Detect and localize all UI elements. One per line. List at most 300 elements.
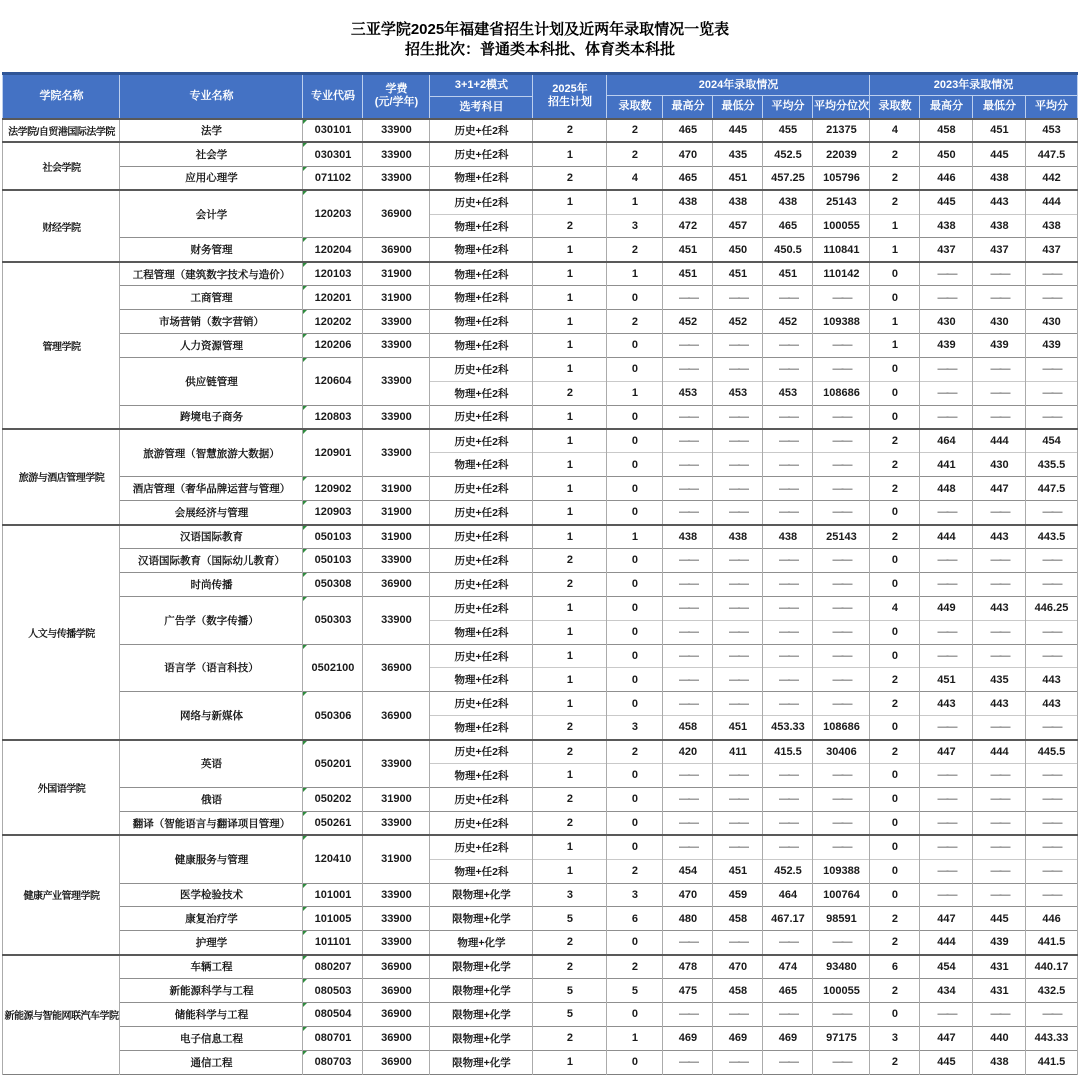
subject-requirement-cell: 历史+任2科: [430, 787, 533, 811]
plan-2025-cell: 3: [533, 883, 607, 907]
stat-2024-min-cell: 457: [713, 214, 763, 238]
stat-2024-count-cell: 0: [607, 357, 663, 381]
plan-2025-cell: 2: [533, 787, 607, 811]
empty-dash-cell: ——: [663, 286, 713, 310]
subject-requirement-cell: 历史+任2科: [430, 501, 533, 525]
stat-2023-avg-cell: 441.5: [1026, 931, 1077, 955]
stat-2024-count-cell: 0: [607, 1050, 663, 1074]
empty-dash-cell: ——: [663, 931, 713, 955]
empty-dash-cell: ——: [973, 644, 1026, 668]
empty-dash-cell: ——: [1026, 620, 1077, 644]
stat-2024-rank-cell: 110142: [813, 262, 870, 286]
empty-dash-cell: ——: [713, 572, 763, 596]
stat-2024-count-cell: 0: [607, 668, 663, 692]
major-name-cell: 市场营销（数字营销）: [120, 310, 303, 334]
stat-2024-count-cell: 0: [607, 572, 663, 596]
empty-dash-cell: ——: [713, 596, 763, 620]
empty-dash-cell: ——: [813, 286, 870, 310]
stat-2024-count-cell: 2: [607, 119, 663, 143]
table-row: [3, 190, 1077, 214]
stat-2024-count-cell: 2: [607, 859, 663, 883]
stat-2023-min-cell: 444: [973, 740, 1026, 764]
plan-2025-cell: 1: [533, 286, 607, 310]
stat-2024-min-cell: 470: [713, 955, 763, 979]
stat-2024-min-cell: 458: [713, 979, 763, 1003]
stat-2024-avg-cell: 465: [763, 979, 813, 1003]
title-block: [0, 0, 1080, 60]
tuition-cell: 36900: [363, 644, 430, 692]
plan-header-line2: 招生计划: [547, 96, 592, 109]
subject-requirement-cell: 历史+任2科: [430, 549, 533, 573]
major-name-cell: 通信工程: [120, 1050, 303, 1074]
college-name-cell: 旅游与酒店管理学院: [3, 429, 120, 525]
subheader-2024-4: 平均分位次: [813, 96, 870, 119]
stat-2023-avg-cell: 446.25: [1026, 596, 1077, 620]
stat-2023-count-cell: 2: [870, 453, 920, 477]
col-header-college: 学院名称: [3, 74, 120, 119]
empty-dash-cell: ——: [1026, 357, 1077, 381]
major-name-cell: 法学: [120, 119, 303, 143]
stat-2023-max-cell: 434: [920, 979, 973, 1003]
subject-requirement-cell: 历史+任2科: [430, 525, 533, 549]
stat-2024-min-cell: 459: [713, 883, 763, 907]
stat-2023-count-cell: 4: [870, 596, 920, 620]
plan-2025-cell: 1: [533, 501, 607, 525]
stat-2023-count-cell: 0: [870, 764, 920, 788]
page-title: 三亚学院2025年福建省招生计划及近两年录取情况一览表: [350, 21, 730, 38]
empty-dash-cell: ——: [763, 692, 813, 716]
stat-2024-count-cell: 0: [607, 835, 663, 859]
empty-dash-cell: ——: [763, 429, 813, 453]
tuition-cell: 33900: [363, 883, 430, 907]
stat-2023-count-cell: 0: [870, 501, 920, 525]
empty-dash-cell: ——: [713, 787, 763, 811]
major-name-cell: 人力资源管理: [120, 334, 303, 358]
stat-2023-avg-cell: 447.5: [1026, 142, 1077, 166]
stat-2023-count-cell: 0: [870, 859, 920, 883]
table-row: [3, 644, 1077, 668]
stat-2023-count-cell: 4: [870, 119, 920, 143]
stat-2024-min-cell: 452: [713, 310, 763, 334]
plan-header-line1: 2025年: [552, 83, 588, 96]
empty-dash-cell: ——: [663, 501, 713, 525]
major-code-cell: 120902: [303, 477, 363, 501]
stat-2023-min-cell: 451: [973, 119, 1026, 143]
empty-dash-cell: ——: [813, 1050, 870, 1074]
stat-2024-count-cell: 0: [607, 620, 663, 644]
stat-2023-min-cell: 430: [973, 453, 1026, 477]
stat-2024-min-cell: 451: [713, 166, 763, 190]
subject-requirement-cell: 物理+任2科: [430, 381, 533, 405]
empty-dash-cell: ——: [813, 692, 870, 716]
stat-2023-count-cell: 0: [870, 811, 920, 835]
stat-2023-count-cell: 0: [870, 381, 920, 405]
empty-dash-cell: ——: [920, 405, 973, 429]
empty-dash-cell: ——: [813, 620, 870, 644]
stat-2024-count-cell: 6: [607, 907, 663, 931]
table-row: [3, 1026, 1077, 1050]
empty-dash-cell: ——: [920, 716, 973, 740]
empty-dash-cell: ——: [920, 883, 973, 907]
tuition-cell: 33900: [363, 166, 430, 190]
stat-2023-count-cell: 0: [870, 787, 920, 811]
subject-requirement-cell: 历史+任2科: [430, 190, 533, 214]
stat-2023-avg-cell: 440.17: [1026, 955, 1077, 979]
empty-dash-cell: ——: [1026, 787, 1077, 811]
stat-2023-count-cell: 2: [870, 931, 920, 955]
empty-dash-cell: ——: [1026, 501, 1077, 525]
stat-2024-avg-cell: 438: [763, 190, 813, 214]
major-code-cell: 030301: [303, 142, 363, 166]
stat-2024-count-cell: 0: [607, 334, 663, 358]
stat-2023-max-cell: 439: [920, 334, 973, 358]
tuition-cell: 33900: [363, 405, 430, 429]
empty-dash-cell: ——: [920, 549, 973, 573]
stat-2024-max-cell: 472: [663, 214, 713, 238]
table-row: [3, 907, 1077, 931]
empty-dash-cell: ——: [763, 668, 813, 692]
empty-dash-cell: ——: [920, 572, 973, 596]
plan-2025-cell: 1: [533, 357, 607, 381]
stat-2024-count-cell: 3: [607, 883, 663, 907]
table-row: [3, 811, 1077, 835]
stat-2024-avg-cell: 457.25: [763, 166, 813, 190]
tuition-cell: 36900: [363, 692, 430, 740]
plan-2025-cell: 2: [533, 166, 607, 190]
empty-dash-cell: ——: [763, 787, 813, 811]
stat-2023-count-cell: 0: [870, 620, 920, 644]
empty-dash-cell: ——: [920, 286, 973, 310]
empty-dash-cell: ——: [663, 572, 713, 596]
major-code-cell: 050201: [303, 740, 363, 788]
stat-2023-avg-cell: 453: [1026, 119, 1077, 143]
subject-requirement-cell: 限物理+化学: [430, 883, 533, 907]
tuition-cell: 33900: [363, 811, 430, 835]
subject-requirement-cell: 物理+任2科: [430, 334, 533, 358]
plan-2025-cell: 2: [533, 811, 607, 835]
stat-2024-count-cell: 3: [607, 716, 663, 740]
empty-dash-cell: ——: [973, 859, 1026, 883]
stat-2024-avg-cell: 474: [763, 955, 813, 979]
subject-requirement-cell: 物理+任2科: [430, 238, 533, 262]
plan-2025-cell: 2: [533, 381, 607, 405]
stat-2024-avg-cell: 469: [763, 1026, 813, 1050]
stat-2024-avg-cell: 438: [763, 525, 813, 549]
major-name-cell: 电子信息工程: [120, 1026, 303, 1050]
stat-2024-rank-cell: 105796: [813, 166, 870, 190]
plan-2025-cell: 1: [533, 238, 607, 262]
empty-dash-cell: ——: [920, 644, 973, 668]
empty-dash-cell: ——: [813, 405, 870, 429]
stat-2023-count-cell: 0: [870, 549, 920, 573]
stat-2024-min-cell: 458: [713, 907, 763, 931]
empty-dash-cell: ——: [813, 811, 870, 835]
college-name-cell: 人文与传播学院: [3, 525, 120, 740]
stat-2023-count-cell: 2: [870, 907, 920, 931]
tuition-cell: 36900: [363, 190, 430, 238]
subheader-2024-2: 最低分: [713, 96, 763, 119]
subject-requirement-cell: 历史+任2科: [430, 119, 533, 143]
plan-2025-cell: 2: [533, 1026, 607, 1050]
stat-2024-min-cell: 450: [713, 238, 763, 262]
table-row: [3, 955, 1077, 979]
stat-2024-min-cell: 445: [713, 119, 763, 143]
empty-dash-cell: ——: [713, 931, 763, 955]
tuition-cell: 33900: [363, 357, 430, 405]
subject-requirement-cell: 物理+任2科: [430, 310, 533, 334]
subject-requirement-cell: 限物理+化学: [430, 1050, 533, 1074]
college-name-cell: 健康产业管理学院: [3, 835, 120, 954]
stat-2023-count-cell: 6: [870, 955, 920, 979]
college-name-cell: 社会学院: [3, 142, 120, 190]
empty-dash-cell: ——: [1026, 405, 1077, 429]
table-row: [3, 1002, 1077, 1026]
tuition-cell: 36900: [363, 979, 430, 1003]
major-name-cell: 社会学: [120, 142, 303, 166]
col-header-2024-group: 2024年录取情况: [607, 74, 870, 96]
stat-2023-avg-cell: 443: [1026, 692, 1077, 716]
empty-dash-cell: ——: [663, 1050, 713, 1074]
stat-2023-max-cell: 444: [920, 525, 973, 549]
stat-2023-count-cell: 2: [870, 477, 920, 501]
empty-dash-cell: ——: [1026, 859, 1077, 883]
tuition-cell: 33900: [363, 142, 430, 166]
stat-2024-max-cell: 458: [663, 716, 713, 740]
major-name-cell: 医学检验技术: [120, 883, 303, 907]
empty-dash-cell: ——: [813, 668, 870, 692]
stat-2024-count-cell: 0: [607, 692, 663, 716]
stat-2023-count-cell: 0: [870, 286, 920, 310]
empty-dash-cell: ——: [1026, 381, 1077, 405]
empty-dash-cell: ——: [663, 1002, 713, 1026]
stat-2023-count-cell: 2: [870, 668, 920, 692]
stat-2024-rank-cell: 100764: [813, 883, 870, 907]
tuition-header-line1: 学费: [385, 83, 408, 96]
tuition-cell: 36900: [363, 238, 430, 262]
empty-dash-cell: ——: [813, 572, 870, 596]
stat-2024-min-cell: 453: [713, 381, 763, 405]
plan-2025-cell: 1: [533, 142, 607, 166]
tuition-cell: 31900: [363, 477, 430, 501]
stat-2023-count-cell: 2: [870, 525, 920, 549]
empty-dash-cell: ——: [713, 357, 763, 381]
empty-dash-cell: ——: [920, 1002, 973, 1026]
empty-dash-cell: ——: [663, 453, 713, 477]
empty-dash-cell: ——: [973, 501, 1026, 525]
empty-dash-cell: ——: [763, 1002, 813, 1026]
stat-2024-min-cell: 469: [713, 1026, 763, 1050]
empty-dash-cell: ——: [813, 596, 870, 620]
college-name-cell: 新能源与智能网联汽车学院: [3, 955, 120, 1074]
college-name-cell: 法学院/自贸港国际法学院: [3, 119, 120, 143]
stat-2023-count-cell: 0: [870, 883, 920, 907]
table-row: [3, 979, 1077, 1003]
plan-2025-cell: 1: [533, 668, 607, 692]
tuition-cell: 36900: [363, 1002, 430, 1026]
stat-2023-max-cell: 458: [920, 119, 973, 143]
stat-2023-count-cell: 0: [870, 405, 920, 429]
major-name-cell: 汉语国际教育: [120, 525, 303, 549]
major-code-cell: 0502100: [303, 644, 363, 692]
stat-2024-count-cell: 2: [607, 740, 663, 764]
major-name-cell: 跨境电子商务: [120, 405, 303, 429]
stat-2023-min-cell: 437: [973, 238, 1026, 262]
stat-2024-min-cell: 451: [713, 859, 763, 883]
plan-2025-cell: 5: [533, 1002, 607, 1026]
stat-2023-max-cell: 443: [920, 692, 973, 716]
empty-dash-cell: ——: [1026, 883, 1077, 907]
stat-2023-min-cell: 438: [973, 1050, 1026, 1074]
subject-requirement-cell: 物理+任2科: [430, 453, 533, 477]
empty-dash-cell: ——: [1026, 764, 1077, 788]
stat-2024-max-cell: 451: [663, 262, 713, 286]
stat-2023-max-cell: 437: [920, 238, 973, 262]
empty-dash-cell: ——: [920, 835, 973, 859]
table-header: [3, 74, 1077, 119]
stat-2023-count-cell: 0: [870, 357, 920, 381]
stat-2024-count-cell: 0: [607, 453, 663, 477]
stat-2023-count-cell: 2: [870, 142, 920, 166]
empty-dash-cell: ——: [813, 835, 870, 859]
empty-dash-cell: ——: [763, 334, 813, 358]
major-name-cell: 酒店管理（奢华品牌运营与管理）: [120, 477, 303, 501]
tuition-cell: 33900: [363, 334, 430, 358]
subject-requirement-cell: 历史+任2科: [430, 477, 533, 501]
table-row: [3, 405, 1077, 429]
subject-requirement-cell: 历史+任2科: [430, 835, 533, 859]
empty-dash-cell: ——: [713, 835, 763, 859]
empty-dash-cell: ——: [973, 620, 1026, 644]
stat-2023-count-cell: 0: [870, 572, 920, 596]
major-name-cell: 储能科学与工程: [120, 1002, 303, 1026]
empty-dash-cell: ——: [1026, 572, 1077, 596]
tuition-cell: 36900: [363, 572, 430, 596]
stat-2024-count-cell: 0: [607, 549, 663, 573]
plan-2025-cell: 2: [533, 955, 607, 979]
empty-dash-cell: ——: [920, 859, 973, 883]
empty-dash-cell: ——: [763, 501, 813, 525]
tuition-cell: 33900: [363, 907, 430, 931]
empty-dash-cell: ——: [973, 764, 1026, 788]
empty-dash-cell: ——: [973, 716, 1026, 740]
stat-2023-max-cell: 447: [920, 1026, 973, 1050]
stat-2023-min-cell: 440: [973, 1026, 1026, 1050]
stat-2024-count-cell: 1: [607, 190, 663, 214]
stat-2024-max-cell: 420: [663, 740, 713, 764]
stat-2023-min-cell: 443: [973, 692, 1026, 716]
major-code-cell: 120803: [303, 405, 363, 429]
stat-2024-count-cell: 0: [607, 931, 663, 955]
stat-2023-avg-cell: 444: [1026, 190, 1077, 214]
empty-dash-cell: ——: [813, 1002, 870, 1026]
empty-dash-cell: ——: [663, 764, 713, 788]
major-name-cell: 旅游管理（智慧旅游大数据）: [120, 429, 303, 477]
stat-2024-rank-cell: 109388: [813, 859, 870, 883]
subheader-2023-2: 最低分: [973, 96, 1026, 119]
stat-2024-count-cell: 1: [607, 525, 663, 549]
empty-dash-cell: ——: [713, 334, 763, 358]
empty-dash-cell: ——: [763, 286, 813, 310]
empty-dash-cell: ——: [663, 357, 713, 381]
stat-2023-count-cell: 2: [870, 979, 920, 1003]
empty-dash-cell: ——: [973, 1002, 1026, 1026]
stat-2024-rank-cell: 108686: [813, 716, 870, 740]
stat-2024-count-cell: 2: [607, 238, 663, 262]
stat-2024-avg-cell: 455: [763, 119, 813, 143]
major-code-cell: 050306: [303, 692, 363, 740]
empty-dash-cell: ——: [763, 572, 813, 596]
stat-2024-count-cell: 1: [607, 1026, 663, 1050]
stat-2023-avg-cell: 432.5: [1026, 979, 1077, 1003]
stat-2024-min-cell: 411: [713, 740, 763, 764]
col-header-plan: [533, 74, 607, 119]
stat-2024-max-cell: 454: [663, 859, 713, 883]
tuition-cell: 33900: [363, 310, 430, 334]
subject-requirement-cell: 物理+任2科: [430, 764, 533, 788]
empty-dash-cell: ——: [713, 429, 763, 453]
empty-dash-cell: ——: [763, 357, 813, 381]
plan-2025-cell: 1: [533, 859, 607, 883]
stat-2023-count-cell: 2: [870, 692, 920, 716]
empty-dash-cell: ——: [713, 549, 763, 573]
stat-2024-count-cell: 0: [607, 429, 663, 453]
empty-dash-cell: ——: [973, 405, 1026, 429]
major-code-cell: 050261: [303, 811, 363, 835]
empty-dash-cell: ——: [1026, 716, 1077, 740]
stat-2024-rank-cell: 21375: [813, 119, 870, 143]
stat-2024-max-cell: 452: [663, 310, 713, 334]
empty-dash-cell: ——: [1026, 1002, 1077, 1026]
tuition-cell: 33900: [363, 119, 430, 143]
empty-dash-cell: ——: [663, 835, 713, 859]
empty-dash-cell: ——: [920, 262, 973, 286]
subheader-2024-1: 最高分: [663, 96, 713, 119]
table-row: [3, 787, 1077, 811]
empty-dash-cell: ——: [713, 644, 763, 668]
major-name-cell: 汉语国际教育（国际幼儿教育）: [120, 549, 303, 573]
stat-2023-count-cell: 0: [870, 644, 920, 668]
empty-dash-cell: ——: [763, 453, 813, 477]
table-row: [3, 883, 1077, 907]
major-name-cell: 新能源科学与工程: [120, 979, 303, 1003]
subject-requirement-cell: 物理+任2科: [430, 859, 533, 883]
stat-2024-avg-cell: 453.33: [763, 716, 813, 740]
major-code-cell: 120201: [303, 286, 363, 310]
stat-2023-avg-cell: 443: [1026, 668, 1077, 692]
empty-dash-cell: ——: [663, 334, 713, 358]
stat-2024-rank-cell: 100055: [813, 214, 870, 238]
table-row: [3, 166, 1077, 190]
major-name-cell: 时尚传播: [120, 572, 303, 596]
empty-dash-cell: ——: [763, 549, 813, 573]
mode-header-line1: 3+1+2模式: [430, 75, 532, 97]
table-row: [3, 238, 1077, 262]
plan-2025-cell: 2: [533, 119, 607, 143]
stat-2024-max-cell: 438: [663, 190, 713, 214]
empty-dash-cell: ——: [763, 811, 813, 835]
stat-2023-avg-cell: 443.33: [1026, 1026, 1077, 1050]
subject-requirement-cell: 历史+任2科: [430, 740, 533, 764]
plan-2025-cell: 1: [533, 310, 607, 334]
stat-2023-min-cell: 431: [973, 979, 1026, 1003]
stat-2023-count-cell: 1: [870, 334, 920, 358]
subject-requirement-cell: 历史+任2科: [430, 596, 533, 620]
stat-2024-max-cell: 451: [663, 238, 713, 262]
stat-2024-avg-cell: 415.5: [763, 740, 813, 764]
stat-2023-max-cell: 464: [920, 429, 973, 453]
empty-dash-cell: ——: [813, 357, 870, 381]
major-name-cell: 工商管理: [120, 286, 303, 310]
